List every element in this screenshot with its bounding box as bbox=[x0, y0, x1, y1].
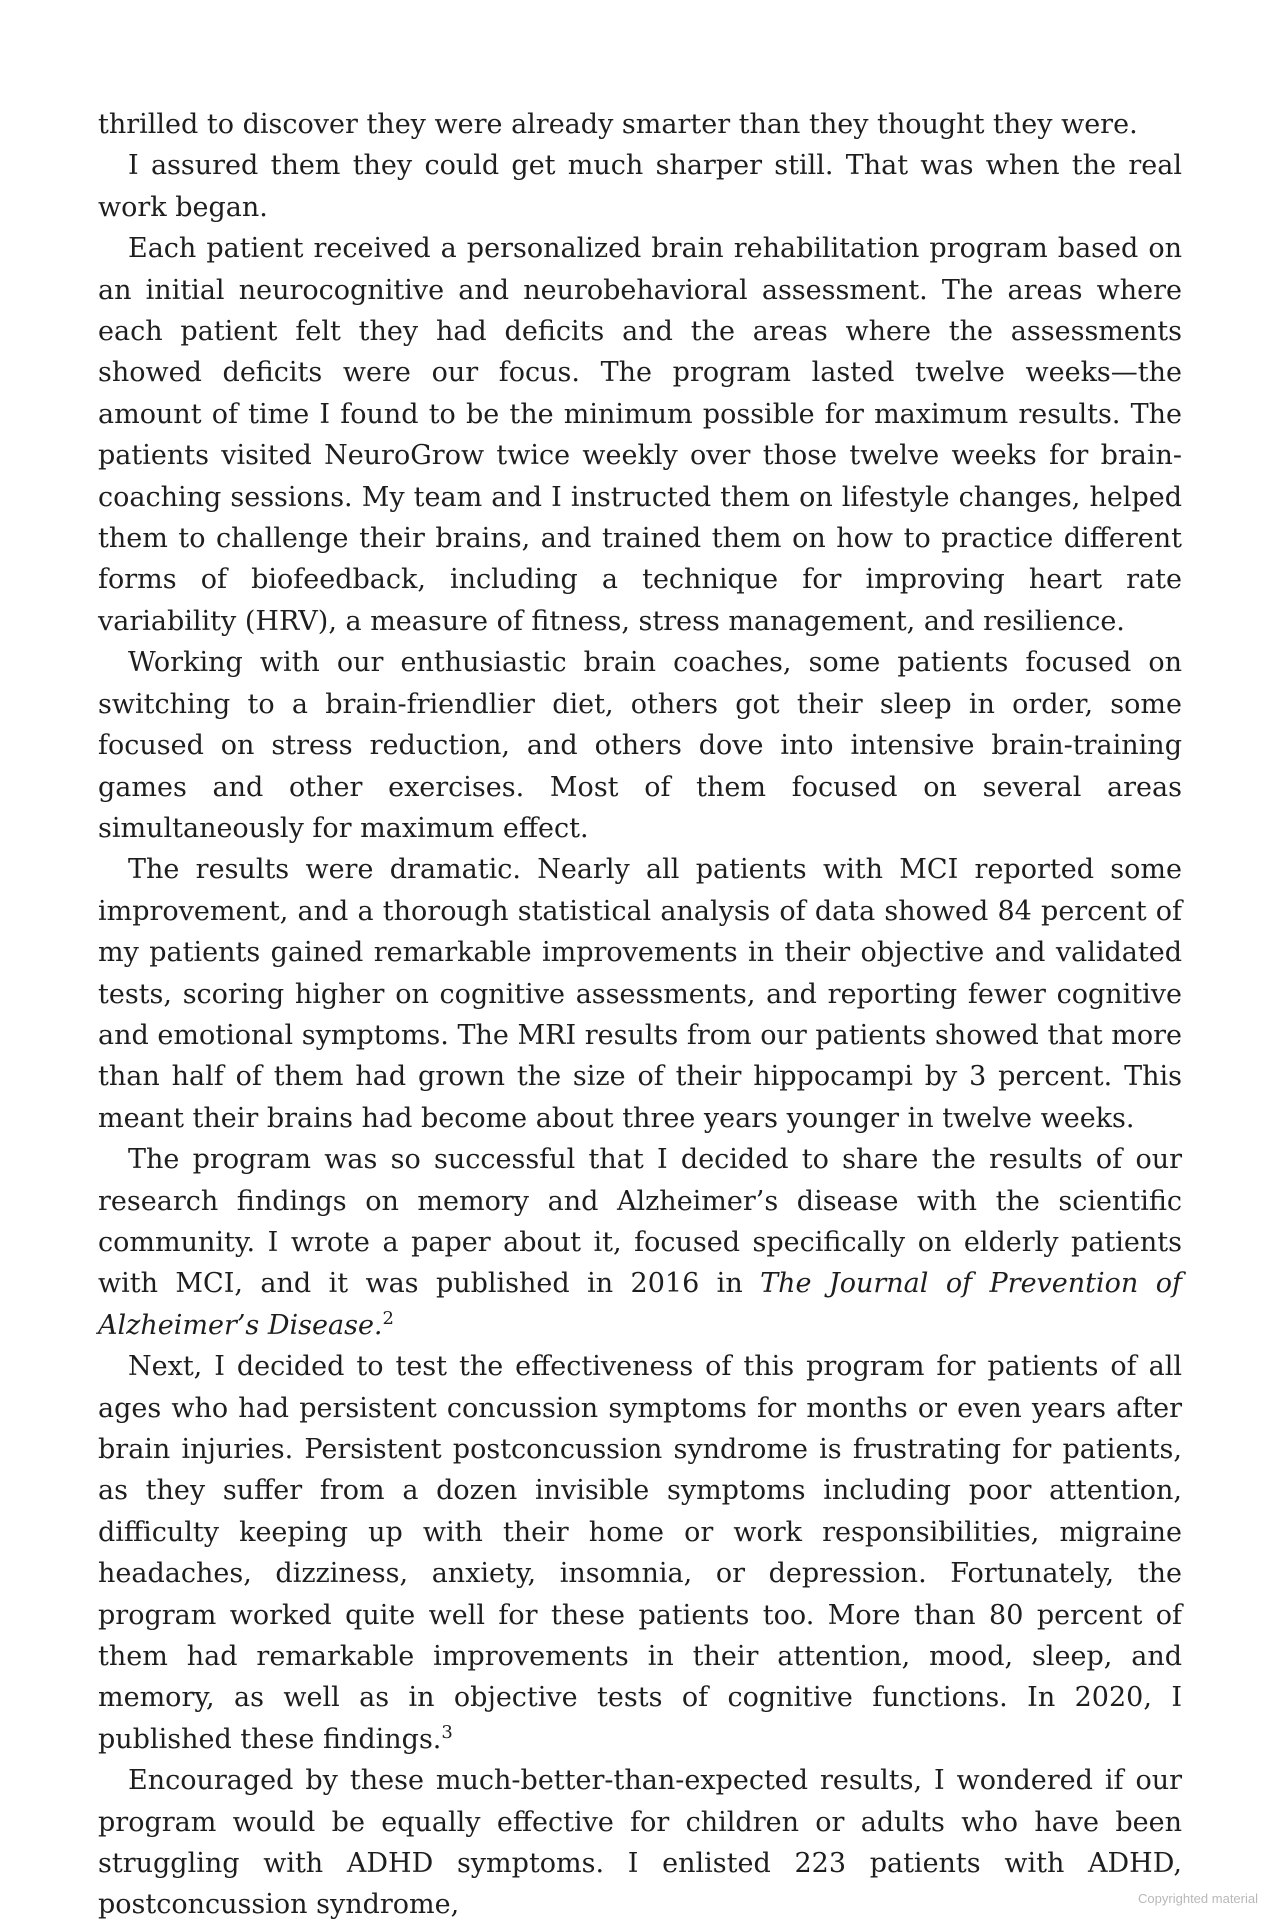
paragraph: I assured them they could get much sharper still. That was when the real work began. bbox=[98, 150, 1182, 223]
footnote-marker: 3 bbox=[441, 1721, 453, 1743]
paragraph-with-citation bbox=[98, 1346, 1182, 1760]
paragraph-with-citation bbox=[98, 1139, 1182, 1346]
paragraph-text: The program was so successful that I decided to share the results of our research findings on memory and Alzheimer’s disease with the scientific community. I wrote a paper about it, focused specifically on elderly patients with MCI, and it was published in 2016 in bbox=[98, 1144, 1182, 1300]
footnote-marker: 2 bbox=[382, 1307, 394, 1329]
paragraph-text: Next, I decided to test the effectiveness of this program for patients of all ages who had persistent concussion symptoms for months or even years after brain injuries. Persistent postconcussion syndrome is frustrating for patients, as they suffer from a dozen invisible symptoms including poor attention, difficulty keeping up with their home or work responsibilities, migraine headaches, dizziness, anxiety, insomnia, or depression. Fortunately, the program worked quite well for these patients too. More than 80 percent of them had remarkable improvements in their attention, mood, sleep, and memory, as well as in objective tests of cognitive functions. In 2020, I published these findings. bbox=[98, 1351, 1182, 1755]
book-page-body bbox=[98, 104, 1182, 1926]
paragraph: Working with our enthusiastic brain coaches, some patients focused on switching to a brain-friendlier diet, others got their sleep in order, some focused on stress reduction, and others dove into intensive brain-training games and other exercises. Most of them focused on several areas simultaneously for maximum effect. bbox=[98, 647, 1182, 844]
copyright-notice: Copyrighted material bbox=[1138, 1891, 1258, 1906]
paragraph: thrilled to discover they were already smarter than they thought they were. bbox=[98, 109, 1138, 140]
paragraph: Encouraged by these much-better-than-expected results, I wondered if our program would be equally effective for children or adults who have been struggling with ADHD symptoms. I enlisted 223 patients with ADHD, postconcussion syndrome, bbox=[98, 1765, 1182, 1921]
journal-title: The Journal of Prevention of Alzheimer’s Disease. bbox=[98, 1268, 1182, 1341]
paragraph: The results were dramatic. Nearly all patients with MCI reported some improvement, and a thorough statistical analysis of data showed 84 percent of my patients gained remarkable improvements in their objective and validated tests, scoring higher on cognitive assessments, and reporting fewer cognitive and emotional symptoms. The MRI results from our patients showed that more than half of them had grown the size of their hippocampi by 3 percent. This meant their brains had become about three years younger in twelve weeks. bbox=[98, 854, 1182, 1134]
paragraph: Each patient received a personalized brain rehabilitation program based on an initial neurocognitive and neurobehavioral assessment. The areas where each patient felt they had deficits and the areas where the assessments showed deficits were our focus. The program lasted twelve weeks—the amount of time I found to be the minimum possible for maximum results. The patients visited NeuroGrow twice weekly over those twelve weeks for brain-coaching sessions. My team and I instructed them on lifestyle changes, helped them to challenge their brains, and trained them on how to practice different forms of biofeedback, including a technique for improving heart rate variability (HRV), a measure of fitness, stress management, and resilience. bbox=[98, 233, 1182, 637]
